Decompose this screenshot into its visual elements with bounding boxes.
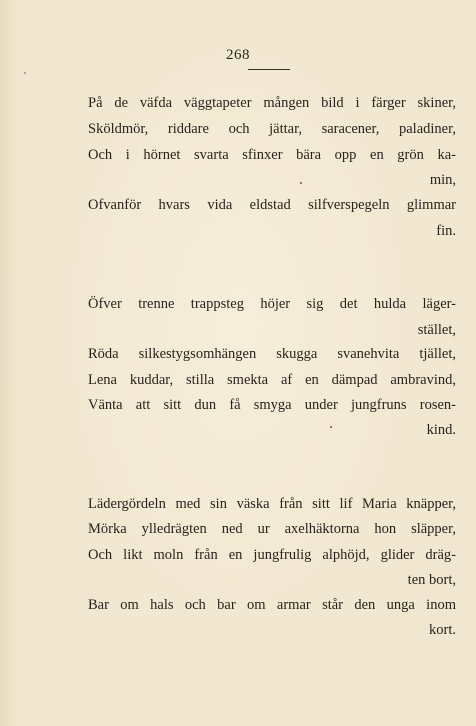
stanza-2-line-6: kind. (426, 422, 456, 438)
stanza-2-line-1: Öfver trenne trappsteg höjer sig det hulda läger- (88, 296, 456, 312)
stanza-3-line-6: kort. (429, 622, 456, 638)
stanza-1-line-2: Sköldmör, riddare och jättar, saracener, paladiner, (88, 121, 456, 137)
stanza-1-line-3: Och i hörnet svarta sfinxer bära opp en grön ka- (88, 147, 456, 163)
stanza-1-line-6: fin. (436, 223, 456, 239)
stanza-3-line-2: Mörka ylledrägten ned ur axelhäktorna hon släpper, (88, 521, 456, 537)
stanza-2-line-4: Lena kuddar, stilla smekta af en dämpad ambravind, (88, 372, 456, 388)
stanza-3-line-3: Och likt moln från en jungfrulig alphöjd, glider dräg- (88, 547, 456, 563)
page-number: 268 (226, 47, 250, 63)
paper-speck (24, 72, 26, 74)
stanza-1-line-4: min, (429, 172, 456, 188)
stanza-1-line-5: Ofvanför hvars vida eldstad silfverspegeln glimmar (88, 197, 456, 213)
stanza-1-line-1: På de väfda väggtapeter mången bild i färger skiner, (88, 95, 456, 111)
stanza-3-line-5: Bar om hals och bar om armar står den unga inom (88, 597, 456, 613)
stanza-3-line-4: ten bort, (407, 572, 456, 588)
stanza-3-line-1: Lädergördeln med sin väska från sitt lif Maria knäpper, (88, 496, 456, 512)
stanza-2-line-5: Vänta att sitt dun få smyga under jungfruns rosen- (88, 397, 456, 413)
paper-speck (330, 426, 332, 428)
stanza-2-line-3: Röda silkestygsomhängen skugga svanehvita tjället, (88, 346, 456, 362)
page-number-rule (248, 69, 290, 70)
stanza-2-line-2: stället, (417, 322, 456, 338)
paper-speck (300, 182, 302, 184)
